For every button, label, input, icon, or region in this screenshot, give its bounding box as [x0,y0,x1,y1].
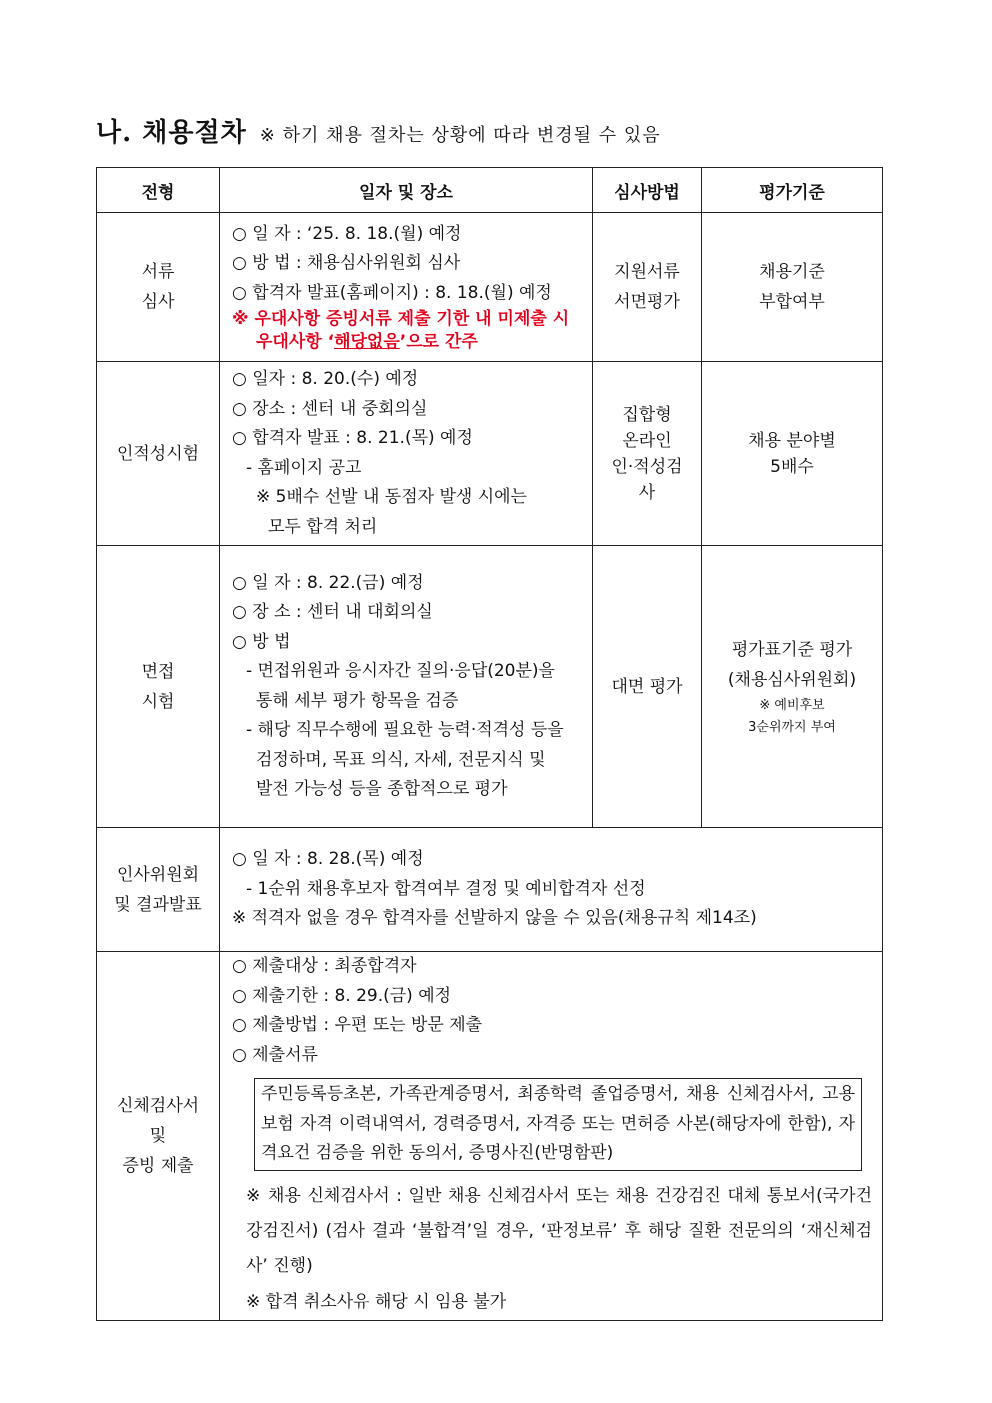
date-line: ○ 일자 : 8. 20.(수) 예정 [232,369,419,389]
stage-label: 신체검사서 [116,1095,200,1116]
method-label: 집합형 [622,404,672,425]
method-cell: 대면 평가 [593,546,702,828]
criteria-label: 부합여부 [759,292,825,312]
method-label: 인·적성검 [611,456,683,477]
stage-label: 서류 [141,262,175,282]
date-place-cell [220,546,593,828]
criteria-label: 채용기준 [759,262,825,282]
sub-item-line: 검정하며, 목표 의식, 자세, 전문지식 및 [256,749,546,770]
note-line: ※ 5배수 선발 내 동점자 발생 시에는 [256,487,527,507]
method-cell [593,213,702,362]
method-line: ○ 제출방법 : 우편 또는 방문 제출 [232,1015,483,1035]
announcement-line: ○ 합격자 발표(홈페이지) : 8. 18.(월) 예정 [232,282,552,303]
stage-cell [97,213,220,362]
sub-item-line: - 해당 직무수행에 필요한 능력·적격성 등을 [246,720,564,740]
note-line: 모두 합격 처리 [268,516,378,537]
date-line: ○ 일 자 : ‘25. 8. 18.(월) 예정 [232,223,462,244]
date-place-cell [220,952,883,1321]
required-documents-box: 주민등록등초본, 가족관계증명서, 최종학력 졸업증명서, 채용 신체검사서, 고용보험 자격 이력내역서, 경력증명서, 자격증 또는 면허증 사본(해당자에 한함), 자격요건 검증을 위한 동의서, 증명사진(반명함판) [254,1078,862,1171]
warning-line [232,331,582,354]
header-criteria: 평가기준 [702,168,883,213]
criteria-label: 5배수 [770,456,814,477]
deadline-line: ○ 제출기한 : 8. 29.(금) 예정 [232,985,452,1006]
criteria-cell [702,362,883,546]
method-label: 서면평가 [614,292,680,312]
stage-label: 인사위원회 [116,864,200,885]
warning-text: ’으로 간주 [399,332,478,353]
date-place-cell [220,362,593,546]
date-line: ○ 일 자 : 8. 28.(목) 예정 [232,849,424,870]
criteria-note: 3순위까지 부여 [748,719,836,735]
table-row-committee [97,828,883,952]
place-line: ○ 장소 : 센터 내 중회의실 [232,398,428,419]
sub-item-line: - 면접위원과 응시자간 질의·응답(20분)을 [246,661,555,681]
header-method: 심사방법 [593,168,702,213]
sub-item-line: 발전 가능성 등을 종합적으로 평가 [256,779,508,799]
stage-label: 심사 [141,292,175,312]
method-cell [593,362,702,546]
warning-underlined-text: 해당없음 [334,332,400,353]
table-row-medical-submission [97,952,883,1321]
warning-text: 우대사항 ‘ [256,332,335,353]
date-place-cell [220,213,593,362]
documents-line: ○ 제출서류 [232,1044,318,1065]
stage-label: 및 결과발표 [114,894,202,915]
header-stage: 전형 [97,168,220,213]
section-title: 나. 채용절차 [96,118,247,148]
stage-cell: 인적성시험 [97,362,220,546]
stage-label: 증빙 제출 [122,1155,194,1176]
criteria-label: 채용 분야별 [748,430,836,451]
criteria-note: ※ 예비후보 [759,697,825,713]
recruitment-procedure-table [96,167,883,1321]
section-heading [96,112,661,149]
table-row-interview [97,546,883,828]
criteria-cell [702,546,883,828]
place-line: ○ 장 소 : 센터 내 대회의실 [232,602,433,622]
table-header-row [97,168,883,213]
table-row-aptitude-test [97,362,883,546]
date-place-cell [220,828,883,952]
target-line: ○ 제출대상 : 최종합격자 [232,956,417,976]
criteria-label: (채용심사위원회) [727,669,857,690]
note-line: ※ 적격자 없을 경우 합격자를 선발하지 않을 수 있음(채용규칙 제14조) [232,908,757,929]
method-label: 사 [638,482,656,503]
section-note: ※ 하기 채용 절차는 상황에 따라 변경될 수 있음 [259,125,661,146]
table-row-document-screening [97,213,883,362]
method-label: 지원서류 [614,262,680,282]
criteria-cell [702,213,883,362]
sub-item-line: 통해 세부 평가 항목을 검증 [256,690,459,711]
method-line: ○ 방 법 [232,631,291,652]
stage-label: 및 [149,1125,167,1146]
stage-label: 시험 [141,691,175,712]
criteria-label: 평가표기준 평가 [731,639,853,660]
stage-cell [97,952,220,1321]
method-label: 온라인 [622,430,672,451]
stage-label: 면접 [141,661,175,682]
medical-note: ※ 채용 신체검사서 : 일반 채용 신체검사서 또는 채용 건강검진 대체 통보서(국가건강검진서) (검사 결과 ‘불합격’일 경우, ‘판정보류’ 후 해당 질환 전문의의 ‘재신체검사’ 진행) [246,1185,872,1276]
method-line: ○ 방 법 : 채용심사위원회 심사 [232,253,461,274]
warning-line: ※ 우대사항 증빙서류 제출 기한 내 미제출 시 [232,309,570,330]
sub-item-line: - 1순위 채용후보자 합격여부 결정 및 예비합격자 선정 [246,878,646,899]
announcement-line: ○ 합격자 발표 : 8. 21.(목) 예정 [232,428,473,448]
header-date-place: 일자 및 장소 [220,168,593,213]
stage-cell [97,546,220,828]
sub-item-line: - 홈페이지 공고 [246,457,362,478]
stage-cell [97,828,220,952]
cancellation-note: ※ 합격 취소사유 해당 시 임용 불가 [246,1291,507,1312]
date-line: ○ 일 자 : 8. 22.(금) 예정 [232,572,424,593]
